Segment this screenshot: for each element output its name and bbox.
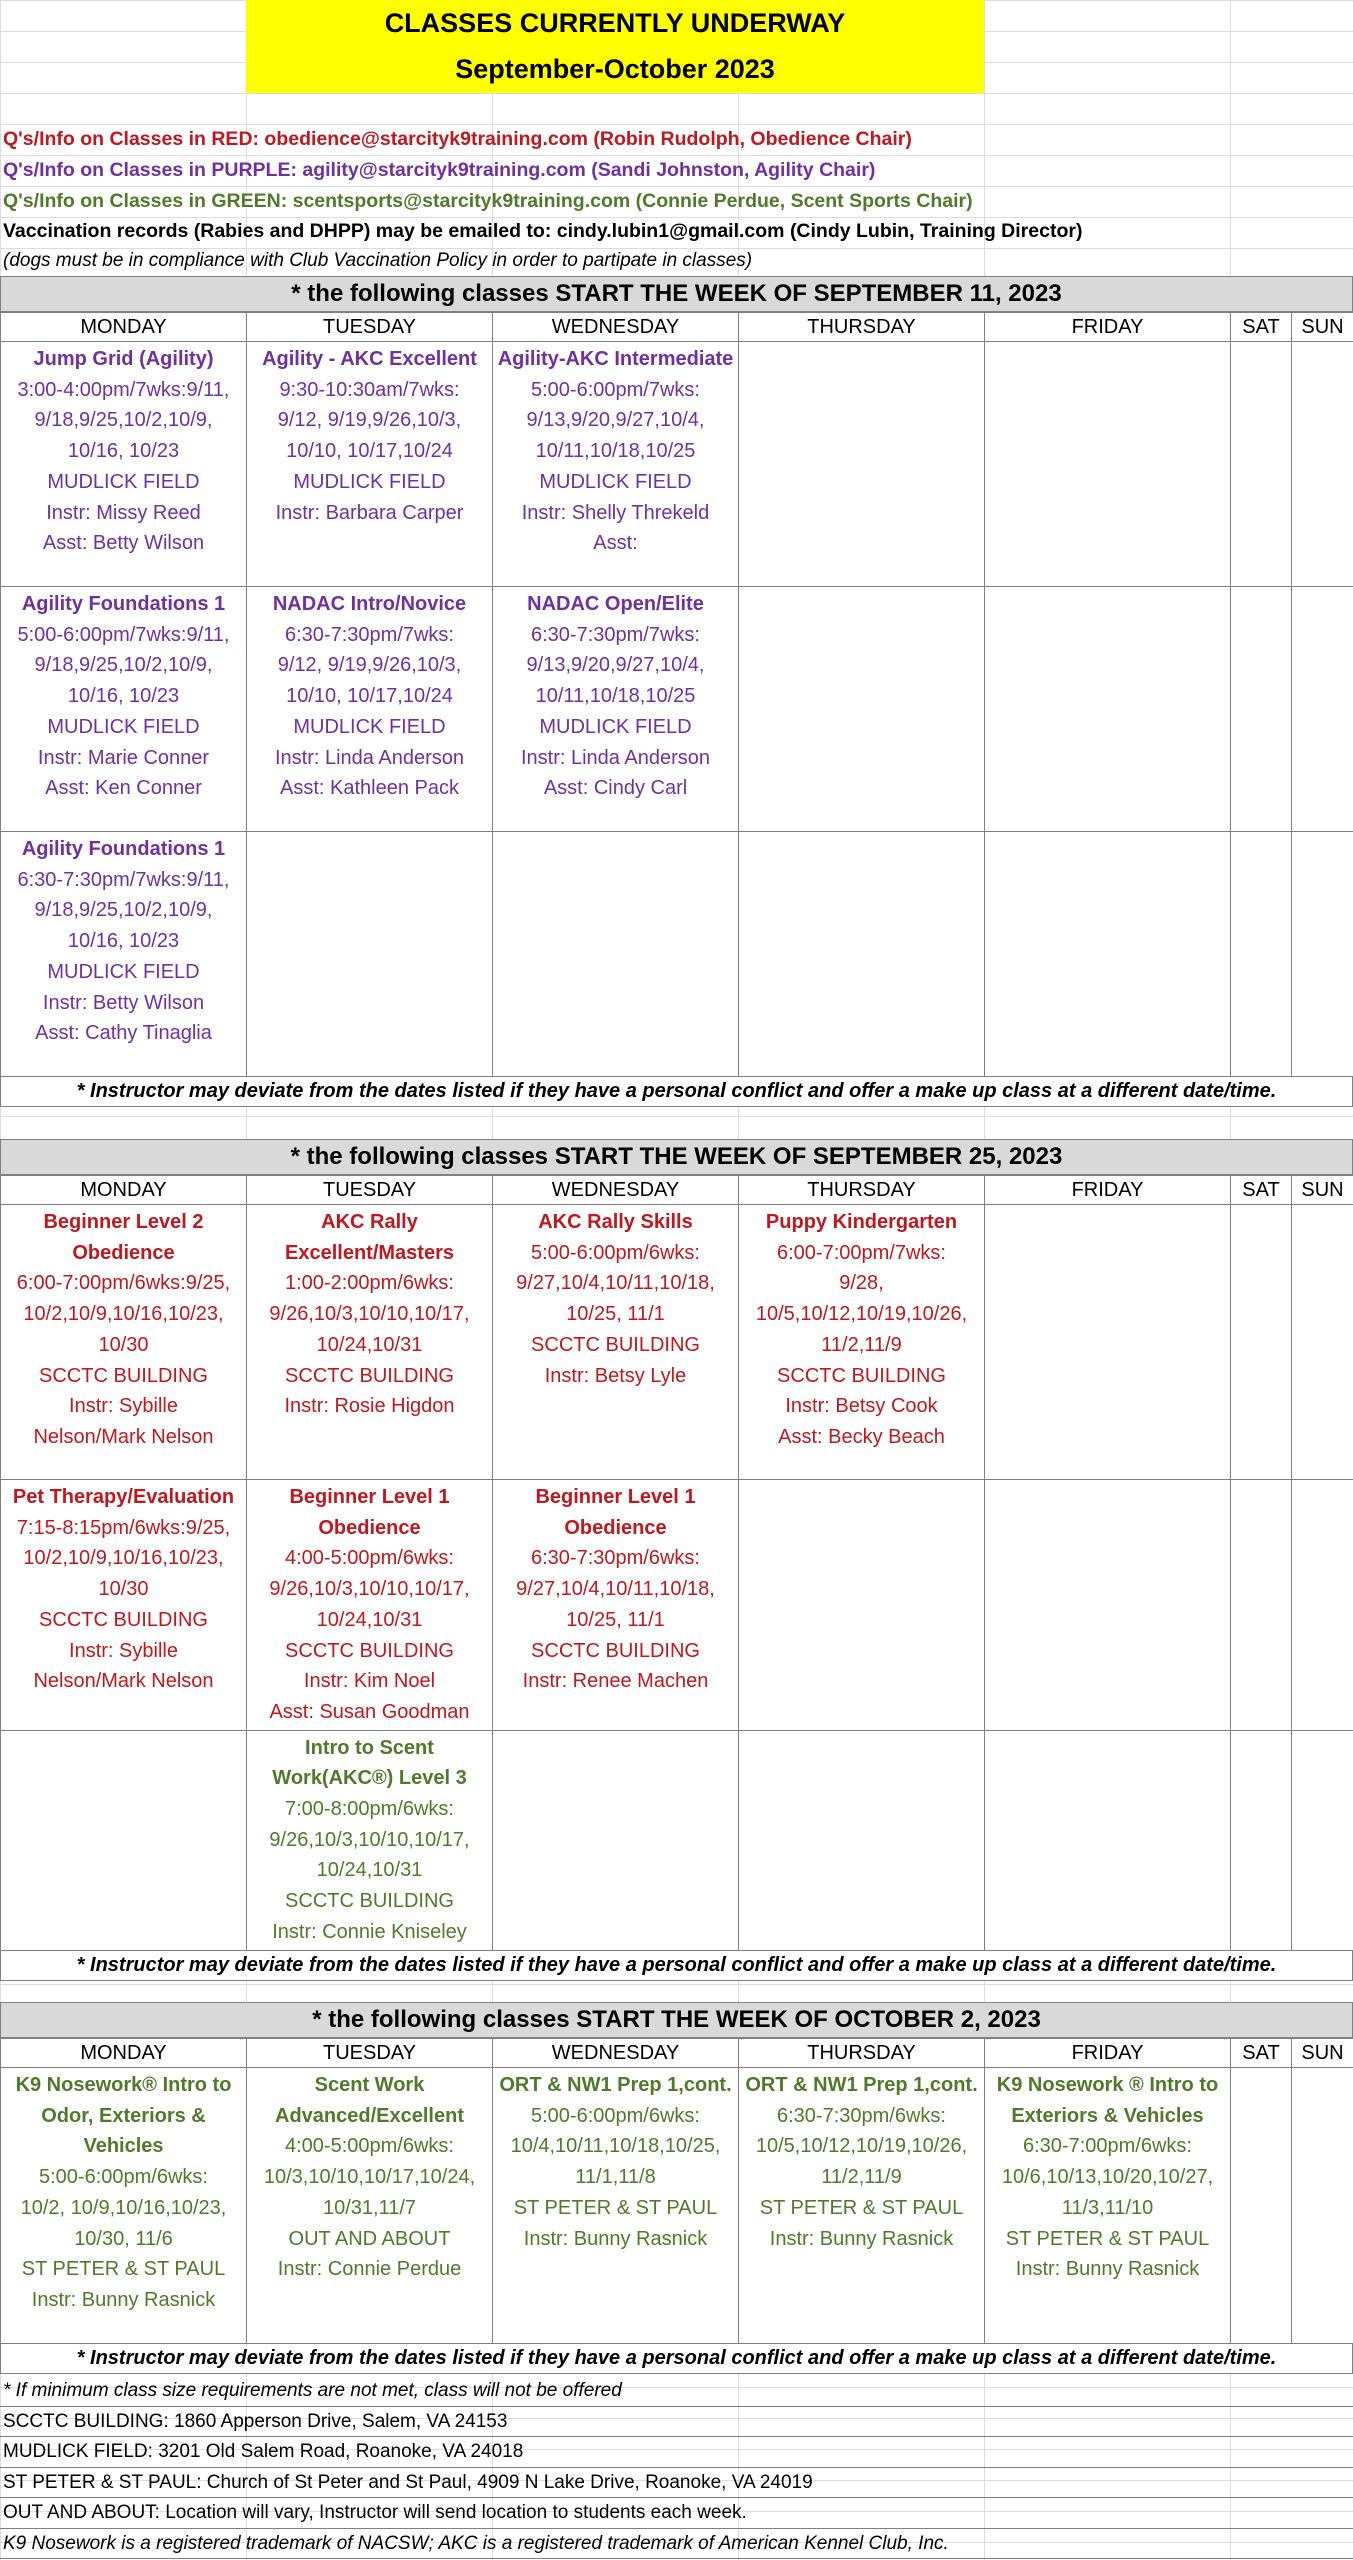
empty-cell (1292, 1205, 1353, 1480)
class-line: 10/30 (98, 1333, 149, 1356)
class-row (1, 1205, 1353, 1480)
class-line: 10/24,10/31 (316, 1608, 423, 1631)
class-line: 10/10, 10/17,10/24 (286, 440, 453, 463)
class-location: ST PETER & ST PAUL (759, 2196, 964, 2219)
class-line: 9/28, (839, 1272, 884, 1295)
class-cell (493, 587, 739, 832)
class-line: 10/25, 11/1 (566, 1303, 665, 1326)
page-subtitle: September-October 2023 (455, 54, 775, 84)
class-title: NADAC Open/Elite (527, 593, 704, 615)
class-line: 5:00-6:00pm/6wks: (39, 2166, 208, 2189)
class-line: 6:30-7:30pm/6wks: (531, 1547, 700, 1570)
class-instructor: Instr: Linda Anderson (520, 746, 710, 769)
empty-cell (985, 1205, 1231, 1480)
location-scctc: SCCTC BUILDING: 1860 Apperson Drive, Salem, VA 24153 (0, 2407, 1353, 2438)
empty-cell (739, 587, 985, 832)
class-line: 6:30-7:30pm/6wks: (777, 2104, 946, 2127)
class-line: 9/27,10/4,10/11,10/18, (516, 1578, 715, 1601)
section-heading: * the following classes START THE WEEK OF SEPTEMBER 11, 2023 (0, 276, 1353, 312)
contact-vaccination: Vaccination records (Rabies and DHPP) may be emailed to: cindy.lubin1@gmail.com (Cindy Lubin, Training Director) (3, 220, 1083, 242)
empty-cell (1231, 832, 1292, 1077)
class-instructor: Instr: Betty Wilson (42, 991, 205, 1014)
schedule-section-sep25 (0, 1139, 1353, 1981)
day-header: SAT (1231, 313, 1292, 342)
class-line: 11/1,11/8 (575, 2166, 656, 2189)
class-cell (1, 342, 247, 587)
disclaimer-note: * Instructor may deviate from the dates listed if they have a personal conflict and offer a make up class at a different date/time. (0, 1951, 1353, 1981)
class-row (1, 1480, 1353, 1731)
class-title: Pet Therapy/Evaluation (12, 1486, 235, 1508)
class-line: 10/25, 11/1 (566, 1608, 665, 1631)
class-instructor-cont: Nelson/Mark Nelson (33, 1670, 214, 1693)
class-line: 10/11,10/18,10/25 (535, 685, 696, 708)
class-location: SCCTC BUILDING (285, 1890, 454, 1913)
day-header: WEDNESDAY (493, 2039, 739, 2068)
day-header: FRIDAY (985, 2039, 1231, 2068)
class-line: 6:30-7:00pm/6wks: (1023, 2135, 1192, 2158)
day-header: MONDAY (1, 1176, 247, 1205)
contact-red: Q's/Info on Classes in RED: obedience@starcityk9training.com (Robin Rudolph, Obedience Chair) (3, 128, 912, 150)
class-line: 9/26,10/3,10/10,10/17, (269, 1578, 470, 1601)
class-title: K9 Nosework® Intro to Odor, Exteriors & Vehicles (15, 2074, 232, 2158)
class-row (1, 587, 1353, 832)
disclaimer-note: * Instructor may deviate from the dates listed if they have a personal conflict and offer a make up class at a different date/time. (0, 2344, 1353, 2374)
class-instructor: Instr: Bunny Rasnick (1015, 2258, 1200, 2281)
class-instructor: Instr: Betsy Cook (785, 1395, 938, 1418)
class-line: 9/18,9/25,10/2,10/9, (34, 654, 213, 677)
class-instructor: Instr: Bunny Rasnick (769, 2227, 954, 2250)
class-cell (247, 1480, 493, 1731)
day-header: WEDNESDAY (493, 313, 739, 342)
day-header: FRIDAY (985, 1176, 1231, 1205)
class-line: 10/16, 10/23 (67, 440, 180, 463)
class-line: 9/26,10/3,10/10,10/17, (269, 1828, 470, 1851)
day-header: SUN (1292, 1176, 1353, 1205)
empty-cell (1292, 587, 1353, 832)
class-line: 5:00-6:00pm/6wks: (531, 1241, 700, 1264)
page-title: CLASSES CURRENTLY UNDERWAY (384, 8, 846, 38)
empty-cell (1231, 1480, 1292, 1731)
class-line: 10/24,10/31 (316, 1859, 423, 1882)
class-instructor: Instr: Marie Conner (37, 746, 210, 769)
class-location: MUDLICK FIELD (47, 715, 200, 738)
class-line: 9/12, 9/19,9/26,10/3, (277, 409, 462, 432)
class-assistant: Asst: Ken Conner (45, 777, 202, 800)
empty-cell (493, 1730, 739, 1950)
class-title: NADAC Intro/Novice (272, 593, 467, 615)
class-assistant: Asst: Kathleen Pack (280, 777, 459, 800)
day-header: MONDAY (1, 313, 247, 342)
class-instructor: Instr: Connie Perdue (277, 2258, 462, 2281)
class-title: Beginner Level 2 Obedience (43, 1211, 204, 1264)
day-header: SUN (1292, 313, 1353, 342)
min-size-note: * If minimum class size requirements are not met, class will not be offered (0, 2376, 1353, 2407)
empty-cell (739, 1730, 985, 1950)
class-title: ORT & NW1 Prep 1,cont. (745, 2074, 978, 2096)
class-line: 10/6,10/13,10/20,10/27, (1001, 2166, 1214, 2189)
class-cell (493, 342, 739, 587)
class-instructor: Instr: Linda Anderson (274, 746, 464, 769)
section-heading: * the following classes START THE WEEK OF OCTOBER 2, 2023 (0, 2002, 1353, 2038)
class-cell (739, 2068, 985, 2344)
day-header-row (1, 1176, 1353, 1205)
class-line: 9/27,10/4,10/11,10/18, (516, 1272, 715, 1295)
class-line: 10/5,10/12,10/19,10/26, (755, 2135, 968, 2158)
class-line: 10/10, 10/17,10/24 (286, 685, 453, 708)
class-title: K9 Nosework ® Intro to Exteriors & Vehicles (996, 2074, 1219, 2127)
empty-cell (1231, 342, 1292, 587)
class-cell (493, 2068, 739, 2344)
class-title: Intro to Scent Work(AKC®) Level 3 (272, 1736, 467, 1790)
vaccination-policy-note: (dogs must be in compliance with Club Vaccination Policy in order to partipate in classes) (3, 250, 753, 271)
day-header: SAT (1231, 2039, 1292, 2068)
class-instructor: Instr: Bunny Rasnick (523, 2227, 708, 2250)
class-line: 11/3,11/10 (1061, 2196, 1154, 2219)
class-location: SCCTC BUILDING (285, 1639, 454, 1662)
day-header: THURSDAY (739, 2039, 985, 2068)
empty-cell (1292, 1480, 1353, 1731)
class-title: Beginner Level 1 Obedience (535, 1486, 696, 1539)
class-line: 1:00-2:00pm/6wks: (285, 1272, 454, 1295)
class-title: Puppy Kindergarten (765, 1211, 958, 1233)
class-line: 6:30-7:30pm/7wks:9/11, (17, 868, 230, 891)
class-location: MUDLICK FIELD (47, 960, 200, 983)
empty-cell (739, 1480, 985, 1731)
class-instructor: Instr: Rosie Higdon (284, 1395, 455, 1418)
contact-green: Q's/Info on Classes in GREEN: scentsports@starcityk9training.com (Connie Perdue, Scent Sports Chair) (3, 190, 973, 212)
class-location: SCCTC BUILDING (285, 1364, 454, 1387)
disclaimer-note: * Instructor may deviate from the dates listed if they have a personal conflict and offer a make up class at a different date/time. (0, 1077, 1353, 1107)
class-line: 11/2,11/9 (821, 2166, 902, 2189)
class-line: 6:30-7:30pm/7wks: (285, 623, 454, 646)
class-line: 9/12, 9/19,9/26,10/3, (277, 654, 462, 677)
empty-cell (985, 587, 1231, 832)
class-location: ST PETER & ST PAUL (513, 2196, 718, 2219)
class-row (1, 342, 1353, 587)
class-cell (985, 2068, 1231, 2344)
class-location: MUDLICK FIELD (539, 715, 692, 738)
class-cell (247, 342, 493, 587)
class-assistant: Asst: Susan Goodman (269, 1700, 470, 1723)
class-cell (739, 1205, 985, 1480)
class-title: Agility Foundations 1 (21, 838, 226, 860)
class-cell (1, 1205, 247, 1480)
day-header-row (1, 2039, 1353, 2068)
class-instructor-cont: Nelson/Mark Nelson (33, 1425, 214, 1448)
class-instructor: Instr: Barbara Carper (275, 501, 464, 524)
class-line: 7:15-8:15pm/6wks:9/25, (16, 1516, 231, 1539)
class-line: 3:00-4:00pm/7wks:9/11, (17, 378, 230, 401)
class-line: 10/4,10/11,10/18,10/25, (510, 2135, 721, 2158)
class-line: 10/16, 10/23 (67, 685, 180, 708)
day-header: THURSDAY (739, 1176, 985, 1205)
class-line: 10/16, 10/23 (67, 930, 180, 953)
class-line: 10/30, 11/6 (74, 2227, 173, 2250)
empty-cell (739, 342, 985, 587)
empty-cell (985, 1730, 1231, 1950)
day-header: THURSDAY (739, 313, 985, 342)
class-instructor: Instr: Betsy Lyle (544, 1364, 687, 1387)
class-assistant: Asst: (593, 532, 638, 555)
class-line: 10/2,10/9,10/16,10/23, (23, 1303, 224, 1326)
section-heading: * the following classes START THE WEEK OF SEPTEMBER 25, 2023 (0, 1139, 1353, 1175)
class-cell (1, 2068, 247, 2344)
class-line: 10/3,10/10,10/17,10/24, (263, 2166, 476, 2189)
class-line: 9/18,9/25,10/2,10/9, (34, 899, 213, 922)
empty-cell (1231, 1730, 1292, 1950)
class-line: 10/2, 10/9,10/16,10/23, (20, 2196, 227, 2219)
class-line: 6:30-7:30pm/7wks: (531, 623, 700, 646)
class-line: 11/2,11/9 (821, 1333, 902, 1356)
empty-cell (985, 1480, 1231, 1731)
class-location: OUT AND ABOUT (288, 2227, 451, 2250)
empty-cell (1231, 1205, 1292, 1480)
class-line: 4:00-5:00pm/6wks: (285, 1547, 454, 1570)
class-location: ST PETER & ST PAUL (21, 2258, 226, 2281)
empty-cell (1292, 2068, 1353, 2344)
class-location: ST PETER & ST PAUL (1005, 2227, 1210, 2250)
day-header: MONDAY (1, 2039, 247, 2068)
class-row (1, 2068, 1353, 2344)
class-assistant: Asst: Betty Wilson (42, 532, 205, 555)
class-location: SCCTC BUILDING (531, 1333, 700, 1356)
class-row (1, 1730, 1353, 1950)
class-cell (247, 1205, 493, 1480)
class-location: MUDLICK FIELD (47, 470, 200, 493)
empty-cell (739, 832, 985, 1077)
class-line: 10/11,10/18,10/25 (535, 440, 696, 463)
class-location: SCCTC BUILDING (531, 1639, 700, 1662)
class-line: 9:30-10:30am/7wks: (279, 378, 460, 401)
class-instructor: Instr: Connie Kniseley (272, 1920, 467, 1943)
empty-cell (247, 832, 493, 1077)
class-assistant: Asst: Becky Beach (778, 1425, 945, 1448)
trademark-note: K9 Nosework is a registered trademark of NACSW; AKC is a registered trademark of American Kennel Club, Inc. (0, 2529, 1353, 2560)
class-location: SCCTC BUILDING (777, 1364, 946, 1387)
class-cell (493, 1205, 739, 1480)
class-title: Agility - AKC Excellent (262, 348, 477, 370)
schedule-table (0, 312, 1353, 1077)
schedule-section-oct2 (0, 2002, 1353, 2374)
schedule-table (0, 2038, 1353, 2344)
class-line: 7:00-8:00pm/6wks: (285, 1798, 454, 1821)
class-line: 9/13,9/20,9/27,10/4, (526, 409, 705, 432)
class-instructor: Instr: Sybille (69, 1639, 178, 1662)
class-title: Agility-AKC Intermediate (497, 348, 734, 370)
location-mudlick: MUDLICK FIELD: 3201 Old Salem Road, Roanoke, VA 24018 (0, 2437, 1353, 2468)
class-location: MUDLICK FIELD (539, 470, 692, 493)
class-title: AKC Rally Excellent/Masters (285, 1211, 454, 1264)
empty-cell (985, 832, 1231, 1077)
empty-cell (1292, 1730, 1353, 1950)
schedule-table (0, 1175, 1353, 1951)
class-instructor: Instr: Shelly Threkeld (521, 501, 710, 524)
empty-cell (1231, 587, 1292, 832)
class-cell (247, 2068, 493, 2344)
class-cell (493, 1480, 739, 1731)
class-title: Jump Grid (Agility) (33, 348, 214, 370)
title-banner (246, 0, 984, 93)
day-header: SUN (1292, 2039, 1353, 2068)
day-header-row (1, 313, 1353, 342)
class-instructor: Instr: Kim Noel (303, 1670, 436, 1693)
day-header: WEDNESDAY (493, 1176, 739, 1205)
class-instructor: Instr: Bunny Rasnick (31, 2288, 216, 2311)
class-line: 10/24,10/31 (316, 1333, 423, 1356)
class-line: 9/26,10/3,10/10,10/17, (269, 1303, 470, 1326)
class-line: 10/30 (98, 1578, 149, 1601)
class-location: SCCTC BUILDING (39, 1608, 208, 1631)
class-title: AKC Rally Skills (538, 1211, 693, 1233)
class-cell (1, 832, 247, 1077)
empty-cell (1292, 342, 1353, 587)
empty-cell (1231, 2068, 1292, 2344)
class-cell (1, 1480, 247, 1731)
class-title: ORT & NW1 Prep 1,cont. (499, 2074, 732, 2096)
day-header: TUESDAY (247, 2039, 493, 2068)
empty-cell (1, 1730, 247, 1950)
schedule-section-sep11 (0, 276, 1353, 1107)
empty-cell (1292, 832, 1353, 1077)
class-line: 6:00-7:00pm/7wks: (777, 1241, 946, 1264)
class-cell (1, 587, 247, 832)
day-header: TUESDAY (247, 313, 493, 342)
location-st-peter: ST PETER & ST PAUL: Church of St Peter and St Paul, 4909 N Lake Drive, Roanoke, VA 24019 (0, 2468, 1353, 2499)
class-line: 10/5,10/12,10/19,10/26, (755, 1303, 968, 1326)
class-line: 5:00-6:00pm/7wks:9/11, (17, 623, 230, 646)
empty-cell (985, 342, 1231, 587)
class-line: 9/18,9/25,10/2,10/9, (34, 409, 213, 432)
class-instructor: Instr: Missy Reed (46, 501, 201, 524)
location-out-and-about: OUT AND ABOUT: Location will vary, Instructor will send location to students each week. (0, 2498, 1353, 2529)
class-location: MUDLICK FIELD (293, 715, 446, 738)
class-assistant: Asst: Cathy Tinaglia (35, 1022, 212, 1045)
footer-notes (0, 2376, 1353, 2559)
class-location: MUDLICK FIELD (293, 470, 446, 493)
class-assistant: Asst: Cindy Carl (543, 777, 688, 800)
class-line: 10/2,10/9,10/16,10/23, (23, 1547, 224, 1570)
class-line: 4:00-5:00pm/6wks: (285, 2135, 454, 2158)
class-row (1, 832, 1353, 1077)
class-location: SCCTC BUILDING (39, 1364, 208, 1387)
class-line: 10/31,11/7 (322, 2196, 417, 2219)
day-header: TUESDAY (247, 1176, 493, 1205)
class-title: Scent Work Advanced/Excellent (275, 2074, 464, 2127)
class-title: Agility Foundations 1 (21, 593, 226, 615)
class-cell (247, 587, 493, 832)
day-header: SAT (1231, 1176, 1292, 1205)
class-line: 5:00-6:00pm/7wks: (531, 378, 700, 401)
contact-purple: Q's/Info on Classes in PURPLE: agility@starcityk9training.com (Sandi Johnston, Agility Chair) (3, 159, 876, 181)
class-instructor: Instr: Sybille (69, 1395, 178, 1418)
class-line: 5:00-6:00pm/6wks: (531, 2104, 700, 2127)
class-title: Beginner Level 1 Obedience (289, 1486, 450, 1539)
empty-cell (493, 832, 739, 1077)
class-line: 6:00-7:00pm/6wks:9/25, (16, 1272, 231, 1295)
day-header: FRIDAY (985, 313, 1231, 342)
class-line: 9/13,9/20,9/27,10/4, (526, 654, 705, 677)
class-instructor: Instr: Renee Machen (522, 1670, 709, 1693)
class-cell (247, 1730, 493, 1950)
